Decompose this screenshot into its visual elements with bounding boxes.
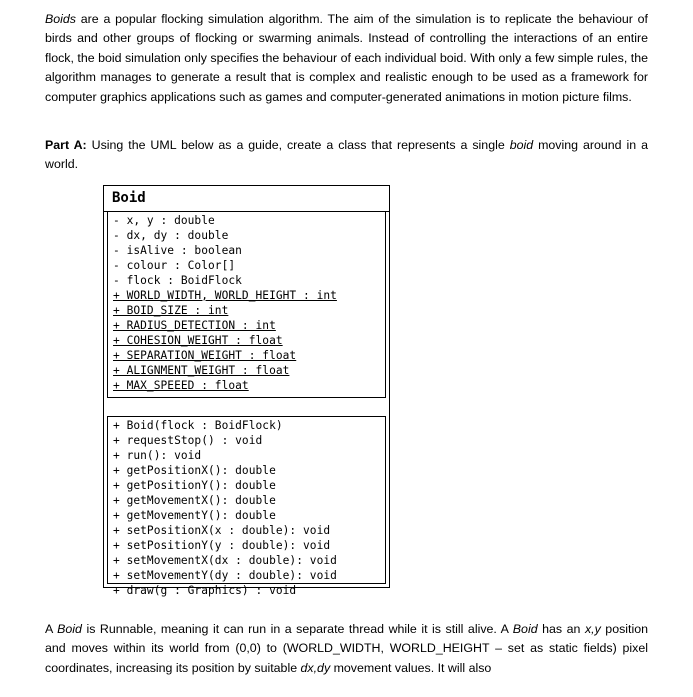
- intro-boids-term: Boids: [45, 12, 76, 26]
- uml-static-attribute: + RADIUS_DETECTION : int: [113, 319, 276, 332]
- uml-attribute: - dx, dy : double: [113, 229, 229, 242]
- uml-attributes-box: [107, 212, 386, 398]
- desc-boid-term-2: Boid: [512, 622, 538, 636]
- intro-text: are a popular flocking simulation algorithm. The aim of the simulation is to replicate the behaviour of birds and other groups of flocking or swarming animals. Instead of controlling the interactions of an entire flock, the boid simulation only specifies the behaviour of each individual boid. With only a few simple rules, the algorithm manages to generate a result that is complex and realistic enough to be used as a framework for computer graphics applications such as games and computer-generated animations in motion picture films.: [45, 12, 648, 104]
- desc-text-2: is Runnable, meaning it can run in a separate thread while it is still alive. A: [81, 622, 513, 636]
- part-a-text-1: Using the UML below as a guide, create a class that represents a single: [86, 138, 510, 152]
- uml-attribute: - colour : Color[]: [113, 259, 236, 272]
- description-paragraph: [45, 620, 648, 678]
- uml-methods-box: [107, 416, 386, 597]
- uml-static-attribute: + SEPARATION_WEIGHT : float: [113, 349, 297, 362]
- uml-static-attribute: + ALIGNMENT_WEIGHT : float: [113, 364, 290, 377]
- uml-static-attribute: + MAX_SPEEED : float: [113, 379, 249, 392]
- uml-static-attribute: + BOID_SIZE : int: [113, 304, 229, 317]
- desc-text-3: has an: [537, 622, 585, 636]
- desc-dxdy-term: dx,dy: [300, 660, 331, 675]
- uml-class-diagram: [103, 185, 390, 597]
- uml-attribute: - flock : BoidFlock: [113, 274, 242, 287]
- uml-method: + run(): void: [113, 449, 202, 462]
- part-a-text-2: moving around in a world.: [45, 138, 648, 172]
- uml-attribute: - x, y : double: [113, 214, 215, 227]
- desc-boid-term-1: Boid: [57, 622, 82, 636]
- uml-method: + setMovementY(dy : double): void: [113, 569, 337, 582]
- uml-method: + getMovementX(): double: [113, 494, 276, 507]
- part-a-boid-term: boid: [509, 138, 534, 152]
- desc-text-5: movement values. It will also: [330, 660, 492, 675]
- uml-method: + setMovementX(dx : double): void: [113, 554, 337, 567]
- uml-class-name: Boid: [104, 186, 389, 212]
- uml-static-attribute: + COHESION_WEIGHT : float: [113, 334, 283, 347]
- uml-static-attribute: + WORLD_WIDTH, WORLD_HEIGHT : int: [113, 289, 337, 302]
- uml-method: + setPositionY(y : double): void: [113, 539, 331, 552]
- part-a-label: Part A:: [45, 138, 87, 152]
- uml-method: + requestStop() : void: [113, 434, 263, 447]
- intro-paragraph: [45, 10, 648, 107]
- uml-method: + draw(g : Graphics) : void: [113, 584, 297, 597]
- uml-method: + getPositionX(): double: [113, 464, 276, 477]
- uml-method: + getPositionY(): double: [113, 479, 276, 492]
- uml-method: + setPositionX(x : double): void: [113, 524, 331, 537]
- desc-xy-term: x,y: [584, 622, 601, 636]
- desc-text-1: A: [45, 622, 58, 636]
- part-a-paragraph: [45, 136, 648, 175]
- uml-method: + Boid(flock : BoidFlock): [113, 419, 283, 432]
- desc-text-4: position and moves within its world from (0,0) to (WORLD_WIDTH, WORLD_HEIGHT – set as static fields) pixel coordinates, increasing its position by suitable: [45, 622, 649, 675]
- uml-attribute: - isAlive : boolean: [113, 244, 242, 257]
- uml-method: + getMovementY(): double: [113, 509, 276, 522]
